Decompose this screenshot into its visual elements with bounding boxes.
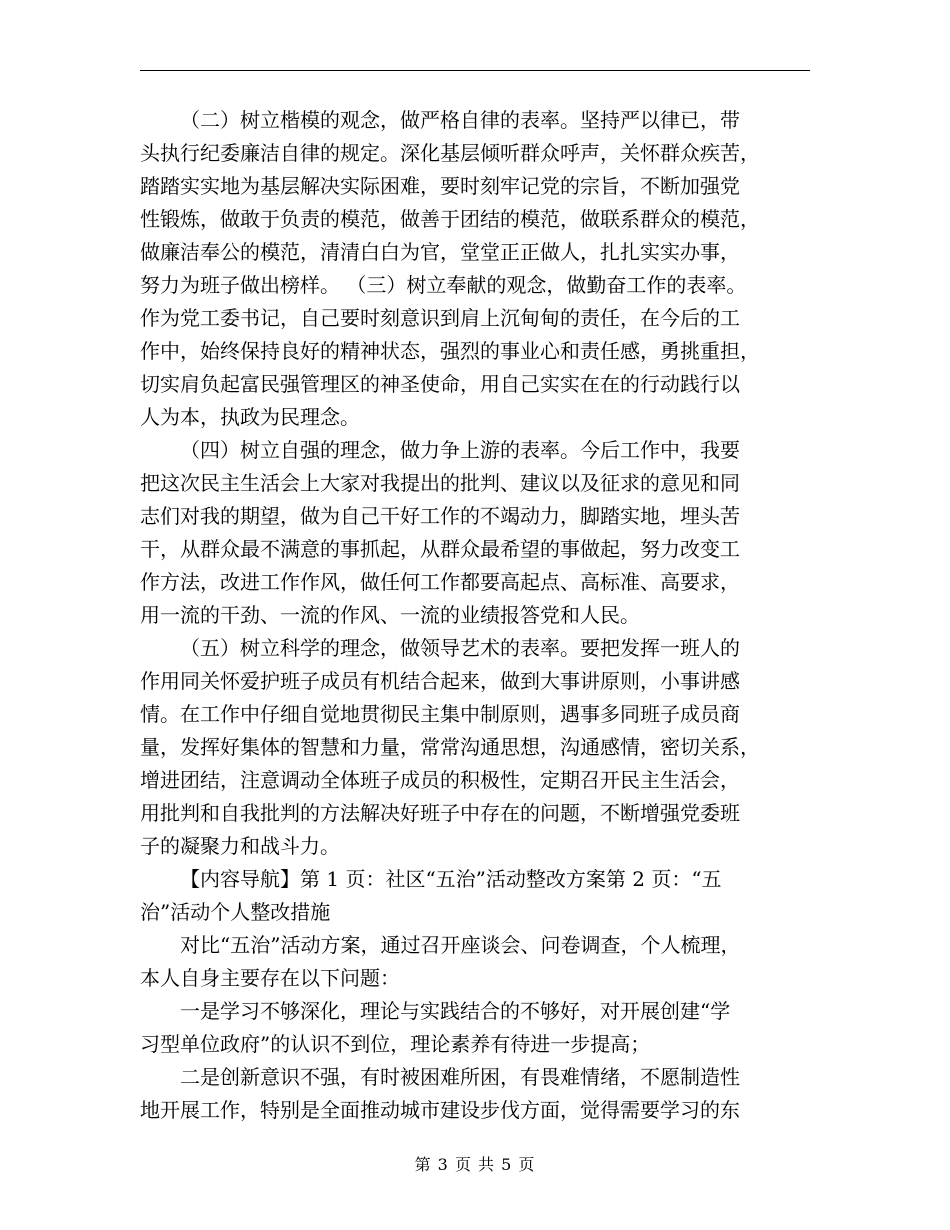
text-line: 作用同关怀爱护班子成员有机结合起来，做到大事讲原则，小事讲感 (140, 669, 740, 693)
text-line: （二）树立楷模的观念，做严格自律的表率。坚持严以律已，带 (180, 108, 740, 132)
text-line: 把这次民主生活会上大家对我提出的批判、建议以及征求的意见和同 (140, 471, 740, 495)
text-line: 增进团结，注意调动全体班子成员的积极性，定期召开民主生活会， (140, 768, 740, 792)
text-line: 对比“五治”活动方案，通过召开座谈会、问卷调查，个人梳理， (180, 933, 741, 957)
text-line: 头执行纪委廉洁自律的规定。深化基层倾听群众呼声，关怀群众疾苦， (140, 141, 760, 165)
text-line: 子的凝聚力和战斗力。 (140, 834, 340, 858)
text-line: 习型单位政府”的认识不到位，理论素养有待进一步提高； (140, 1032, 651, 1056)
text-line: 地开展工作，特别是全面推动城市建设步伐方面，觉得需要学习的东 (140, 1098, 740, 1122)
body-text (140, 104, 810, 1127)
text-line: 情。在工作中仔细自觉地贯彻民主集中制原则，遇事多同班子成员商 (140, 702, 740, 726)
text-line: 切实肩负起富民强管理区的神圣使命，用自己实实在在的行动践行以 (140, 372, 740, 396)
page-number-footer: 第 3 页 共 5 页 (414, 1155, 536, 1174)
text-line: 人为本，执政为民理念。 (140, 405, 360, 429)
text-line: 努力为班子做出榜样。 （三）树立奉献的观念，做勤奋工作的表率。 (140, 273, 747, 297)
text-line: 本人自身主要存在以下问题： (140, 966, 400, 990)
text-line: 二是创新意识不强，有时被困难所困，有畏难情绪，不愿制造性 (180, 1065, 740, 1089)
text-line: 踏踏实实地为基层解决实际困难，要时刻牢记党的宗旨，不断加强党 (140, 174, 740, 198)
content-navigation-line: 治”活动个人整改措施 (140, 900, 331, 924)
header-rule (140, 70, 810, 71)
text-line: （四）树立自强的理念，做力争上游的表率。今后工作中，我要 (180, 438, 740, 462)
text-line: 一是学习不够深化，理论与实践结合的不够好，对开展创建“学 (180, 999, 731, 1023)
text-line: 做廉洁奉公的模范，清清白白为官，堂堂正正做人，扎扎实实办事， (140, 240, 740, 264)
text-line: 作方法，改进工作作风，做任何工作都要高起点、高标准、高要求， (140, 570, 740, 594)
text-line: 量，发挥好集体的智慧和力量，常常沟通思想，沟通感情，密切关系， (140, 735, 760, 759)
content-navigation-line: 【内容导航】第 1 页：社区“五治”活动整改方案第 2 页：“五 (180, 867, 722, 891)
text-line: 用一流的干劲、一流的作风、一流的业绩报答党和人民。 (140, 603, 640, 627)
text-line: （五）树立科学的理念，做领导艺术的表率。要把发挥一班人的 (180, 636, 740, 660)
text-line: 志们对我的期望，做为自己干好工作的不竭动力，脚踏实地，埋头苦 (140, 504, 740, 528)
text-line: 干，从群众最不满意的事抓起，从群众最希望的事做起，努力改变工 (140, 537, 740, 561)
text-line: 性锻炼，做敢于负责的模范，做善于团结的模范，做联系群众的模范， (140, 207, 760, 231)
text-line: 作中，始终保持良好的精神状态，强烈的事业心和责任感，勇挑重担， (140, 339, 760, 363)
text-line: 用批判和自我批判的方法解决好班子中存在的问题，不断增强党委班 (140, 801, 740, 825)
text-line: 作为党工委书记，自己要时刻意识到肩上沉甸甸的责任，在今后的工 (140, 306, 740, 330)
